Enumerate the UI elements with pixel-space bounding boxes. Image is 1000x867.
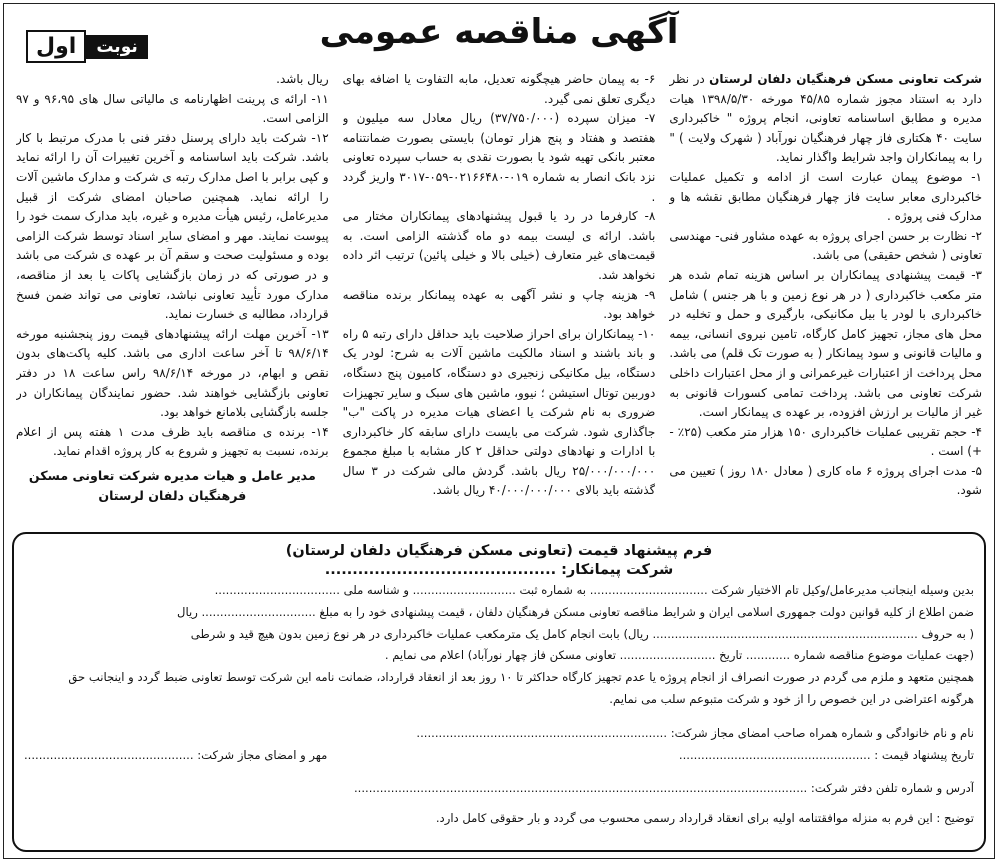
form-line-4: (جهت عملیات موضوع مناقصه شماره ............ تاریخ .......................... تعاونی مسکن فاز چهار نورآباد) اعلام می نمایم . bbox=[384, 648, 974, 663]
clause-10: ۱۰- پیمانکاران برای احراز صلاحیت باید حداقل دارای رتبه ۵ راه و باند باشند و اسناد مالکیت ماشین آلات به شرح: لودر یک دستگاه، بیل مکانیکی زنجیری دو دستگاه، کامیون پنج دستگاه، دوربین توتال استیشن ؛ نیوو، ماشین های سبک و سایر تجهیزات ضروری به نام شرکت یا اعضای هیات مدیره در پاکت "ب" جاگذاری شود. شرکت می بایست دارای سابقه کار خاکبرداری با ادارات و نهادهای دولتی حداقل ۲ کار مشابه با مبلغ مجموع ۲۵/۰۰۰/۰۰۰/۰۰۰ ریال باشد. گردش مالی شرکت در ۳ سال گذشته باید بالای ۴۰/۰۰۰/۰۰۰/۰۰۰ ریال باشد. bbox=[342, 326, 656, 498]
signature-block: مدیر عامل و هیات مدیره شرکت تعاونی مسکن فرهنگیان دلفان لرستان bbox=[28, 467, 316, 503]
form-seal-line: مهر و امضای مجاز شرکت: .............................................. bbox=[24, 747, 328, 762]
round-label: نوبت bbox=[86, 35, 147, 59]
form-date-seal-row bbox=[24, 745, 974, 767]
round-value: اول bbox=[26, 30, 86, 63]
clause-1: ۱- موضوع پیمان عبارت است از ادامه و تکمیل عملیات خاکبرداری معابر سایت فاز چهار فرهنگیان مطابق نقشه ها و مدارک فنی پروژه . bbox=[669, 169, 982, 224]
column-middle bbox=[343, 70, 656, 522]
clause-2: ۲- نظارت بر حسن اجرای پروژه به عهده مشاور فنی- مهندسی تعاونی ( شخص حقیقی) می باشد. bbox=[669, 228, 982, 263]
tender-announcement bbox=[3, 3, 995, 859]
clause-3: ۳- قیمت پیشنهادی پیمانکاران بر اساس هزینه تمام شده هر متر مکعب خاکبرداری ( در هر نوع زمین و با هر جنس ) شامل خاکبرداری با لودر یا بیل مکانیکی، بارگیری و حمل و تخلیه در محل های مجاز، تجهیز کامل کارگاه، تامین نیروی انسانی، بیمه و مالیات قانونی و سود پیمانکار ( به صورت تک قلم) می باشد. محل پرداخت از اعتبارات غیرعمرانی و از محل اعتبارات داخلی شرکت تعاونی می باشد. پرداخت تمامی کسورات قانونی به غیر از مالیات بر ارزش افزوده، بر عهده ی پیمانکار است. bbox=[669, 267, 982, 420]
form-line-6: هرگونه اعتراضی در این خصوص را از خود و شرکت متبوعم سلب می نمایم. bbox=[609, 691, 974, 706]
clause-7: ۷- میزان سپرده (۳۷/۷۵۰/۰۰۰) ریال معادل سه میلیون و هفتصد و هفتاد و پنج هزار تومان) بایستی بصورت ضمانتنامه معتبر بانکی تهیه شود یا بصورت نقدی به حساب سپرده تعاونی نزد بانک انصار به شماره ۰۱۹-۰۲۱۶۶۴۸۰-۰۵۹-۳۰۱۷ واریز گردد . bbox=[342, 111, 656, 204]
clause-11: ۱۱- ارائه ی پرینت اظهارنامه ی مالیاتی سال های ۹۶،۹۵ و ۹۷ الزامی است. bbox=[15, 91, 329, 126]
form-line-1: بدین وسیله اینجانب مدیرعامل/وکیل تام الاختیار شرکت ................................ به شماره ثبت ............................ و شناسه ملی .................................. bbox=[214, 583, 974, 597]
clause-8: ۸- کارفرما در رد یا قبول پیشنهادهای پیمانکاران مختار می باشد. ارائه ی لیست بیمه دو ماه گذشته الزامی است. به قیمت‌های غیر متعارف (خیلی بالا و خیلی پائین) ترتیب اثر داده نخواهد شد. bbox=[342, 209, 656, 282]
company-name: شرکت تعاونی مسکن فرهنگیان دلفان لرستان bbox=[709, 72, 982, 86]
page-title: آگهی مناقصه عمومی bbox=[319, 12, 679, 52]
column-right bbox=[669, 70, 982, 522]
form-date-line: تاریخ پیشنهاد قیمت : .................................................... bbox=[678, 747, 974, 762]
form-note: توضیح : این فرم به منزله موافقتنامه اولیه برای انعقاد قرارداد رسمی محسوب می گردد و بار حقوقی کامل دارد. bbox=[435, 811, 974, 826]
form-line-2: ضمن اطلاع از کلیه قوانین دولت جمهوری اسلامی ایران و شرایط مناقصه تعاونی مسکن فرهنگیان دلفان ، قیمت پیشنهادی خود را به مبلغ ............................... ریال bbox=[177, 604, 974, 619]
clause-9: ۹- هزینه چاپ و نشر آگهی به عهده پیمانکار برنده مناقصه خواهد بود. bbox=[342, 287, 656, 322]
price-proposal-form bbox=[12, 532, 986, 852]
clause-10-continued: ریال باشد. bbox=[276, 72, 329, 86]
form-signer-name-line: نام و نام خانوادگی و شماره همراه صاحب امضای مجاز شرکت: .................................................................... bbox=[416, 725, 974, 740]
clause-13: ۱۳- آخرین مهلت ارائه پیشنهادهای قیمت روز پنجشنبه مورخه ۹۸/۶/۱۴ تا آخر ساعت اداری می باشد. کلیه پاکت‌های بدون نقص و ابهام، در مورخه ۹۸/۶/۱۴ راس ساعت ۱۸ در دفتر تعاونی بازگشایی خواهند شد. حضور نمایندگان پیمانکاران در جلسه بازگشایی بلامانع خواهد بود. bbox=[15, 326, 329, 420]
clause-5: ۵- مدت اجرای پروژه ۶ ماه کاری ( معادل ۱۸۰ روز ) تعیین می شود. bbox=[669, 463, 982, 498]
form-address-line: آدرس و شماره تلفن دفتر شرکت: ........................................................................................................................... bbox=[353, 781, 974, 796]
clause-4: ۴- حجم تقریبی عملیات خاکبرداری ۱۵۰ هزار متر مکعب (۲۵٪ -+) است . bbox=[669, 424, 982, 459]
form-line-5: همچنین متعهد و ملزم می گردم در صورت انصراف از انجام پروژه یا عدم تجهیز کارگاه حداکثر تا ۱۰ روز بعد از انعقاد قرارداد، ضمانت نامه این شرکت توسط تعاونی ضبط گردد و اینجانب حق bbox=[68, 670, 974, 685]
form-line-3: ( به حروف ........................................................................ ریال) بابت انجام کامل یک مترمکعب عملیات خاکبرداری در هر نوع زمین بدون هیچ قید و شرطی bbox=[190, 626, 974, 641]
intro-paragraph: شرکت تعاونی مسکن فرهنگیان دلفان لرستان در نظر دارد به استناد مجوز شماره ۴۵/۸۵ مورخه ۱۳۹۸/۵/۳۰ هیات مدیره و مطابق اساسنامه تعاونی، انجام پروژه " خاکبرداری سایت ۴۰ هکتاری فاز چهار فرهنگیان نورآباد ( شهرک ولایت ) " را به پیمانکاران واجد شرایط واگذار نماید. bbox=[669, 72, 982, 165]
form-contractor-title: شرکت پیمانکار: .......................................... bbox=[324, 562, 674, 578]
clause-12: ۱۲- شرکت باید دارای پرسنل دفتر فنی با مدرک مرتبط با کار باشد. شرکت باید اساسنامه و آخرین تغییرات آن را ارائه نماید و کپی برابر با اصل مدارک رتبه ی شرکت و مدارک ماشین آلات را ارائه نماید. همچنین صاحبان امضای شرکت از قبیل مدیرعامل، رئیس هیأت مدیره و غیره، باید مدارک سمت خود را پیوست نمایند. مهر و امضای سایر اسناد توسط شرکت الزامی بوده و مسئولیت صحت و سقم آن بر عهده ی شرکت می باشد و در صورتی که در زمان بازگشایی پاکات یا بعد از مناقصه، مدارک مورد تأیید تعاونی نباشد، تعاونی می تواند ضمن فسخ قرارداد، مطالبه ی خسارت نماید. bbox=[15, 130, 329, 322]
column-left bbox=[16, 70, 329, 522]
form-title: فرم پیشنهاد قیمت (تعاونی مسکن فرهنگیان دلفان لرستان) bbox=[285, 543, 713, 559]
clause-6: ۶- به پیمان حاضر هیچگونه تعدیل، مابه التفاوت یا اضافه بهای دیگری تعلق نمی گیرد. bbox=[342, 72, 656, 106]
clause-14: ۱۴- برنده ی مناقصه باید ظرف مدت ۱ هفته پس از اعلام برنده، نسبت به تجهیز و شروع به کار پروژه اقدام نماید. bbox=[15, 424, 329, 459]
round-badge bbox=[26, 30, 148, 63]
announcement-columns bbox=[16, 70, 982, 522]
